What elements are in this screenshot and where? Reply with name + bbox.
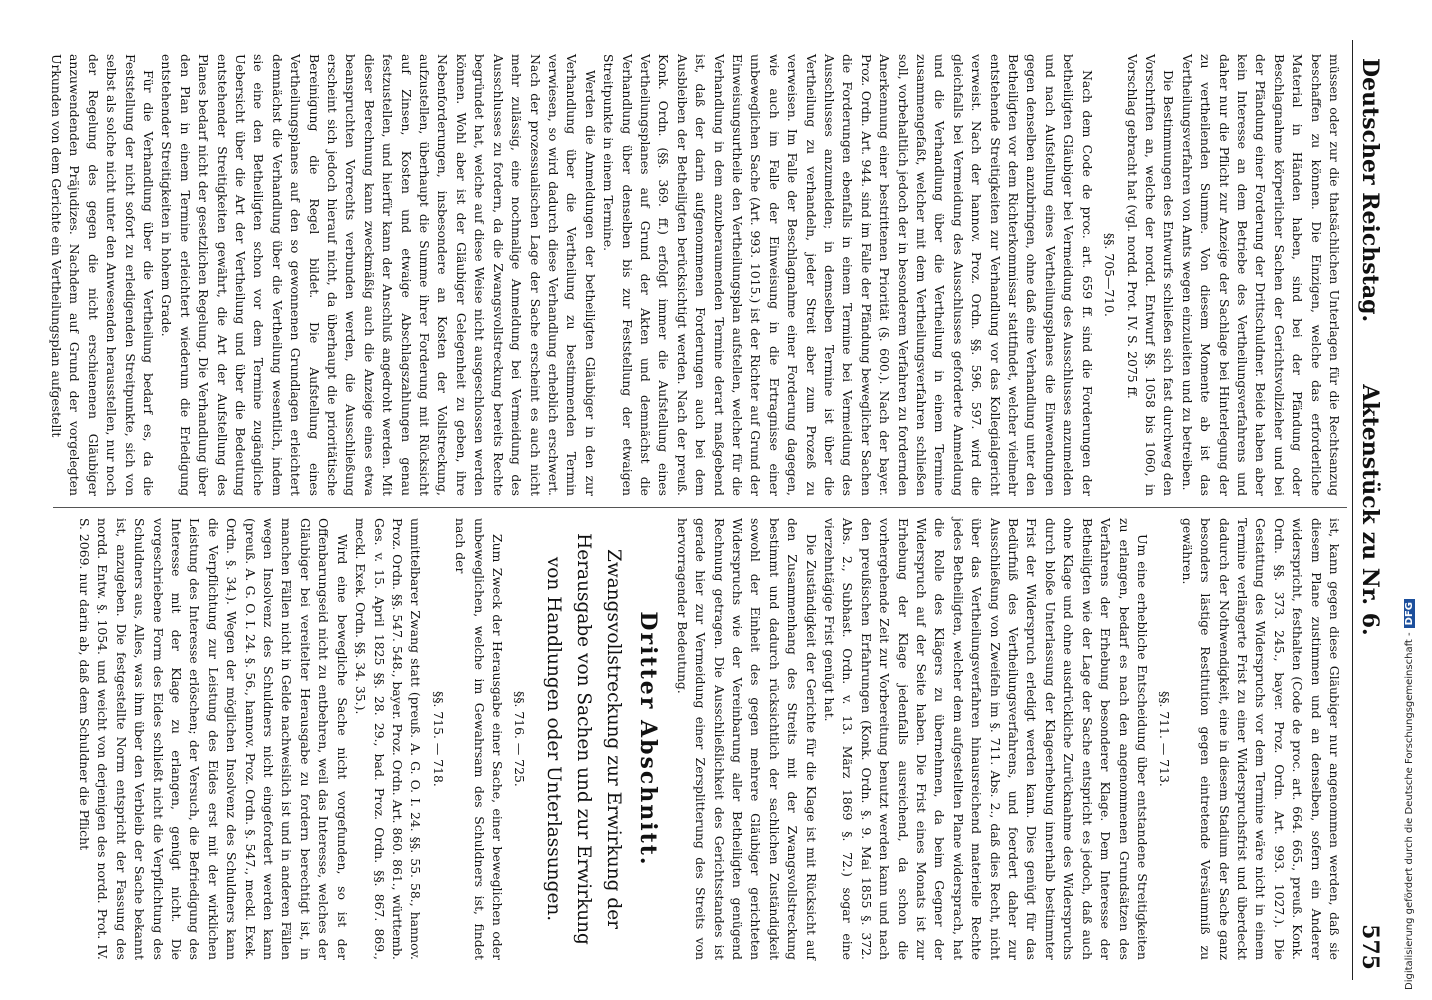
document-page	[47, 40, 1387, 980]
paragraph: Um eine erhebliche Entscheidung über entstandene Streitigkeiten zu erlangen, bedarf es nach den angenommenen Grundsätzen des Verfahrens der Erhebung besonderer Klage. Dem Interesse der Betheiligten wie der Lage der Sache entspricht es jedoch, daß auch ohne Klage und ohne ausdrückliche Zurücknahme des Widerspruchs durch bloße Unterlassung der Klageerhebung innerhalb bestimmter Frist der Widerspruch erledigt werden kann. Dies genügt für das Bedürfniß des Vertheilungsverfahrens, und foerdert daher zur Ausschließung von Zweifeln im §. 711. Abs. 2., daß dies Recht, nicht über das Vertheilungsverfahren hinausreichend materielle Rechte jedes Betheiligten, welcher dem aufgestellten Plane widersprach, hat die Rolle des Klägers zu übernehmen, da beim Gegner der Widerspruch auf der Seite haben. Die Frist eines Monats ist zur Erhebung der Klage jedenfalls ausreichend, da schon die vorhergehende Zeit zur Vorbereitung benutzt werden kann und nach den preußischen Erfahrungen (Konk. Ordn. §. 9. Mai 1855 §. 372. Abs. 2., Subhast. Ordn. v. 13. März 1869 §. 72.) sogar eine vierzehntägige Frist genügt hat.	[822, 518, 1150, 960]
dfg-credit-text: Digitalisierung gefördert durch die Deutsche Forschungsgemeinschaft -	[1404, 632, 1415, 990]
section-reference: §§. 715. — 718.	[430, 691, 446, 787]
page-number: 575	[1357, 924, 1383, 970]
section-reference: §§. 705—710.	[1102, 233, 1118, 317]
section-title: Zwangsvollstreckung zur Erwirkung der Herausgabe von Sachen und zur Erwirkung von Handlungen oder Unterlassungen.	[543, 533, 625, 945]
paragraph: Die Zuständigkeit der Gerichte für die Klage ist mit Rücksicht auf den Zusammenhang des Streits mit der Zwangsvollstreckung bestimmt und dadurch rücksichtlich der sachlichen Zuständigkeit sowohl der Einheit des gegen mehrere Gläubiger gerichteten Widerspruchs wie der Vereinbarung aller Betheiligten genügend Rechnung getragen. Die Ausschließlichkeit des Gerichtsstandes ist gerade hier zur Vermeidung einer Zersplitterung des Streits von hervorragender Bedeutung.	[674, 518, 819, 960]
paragraph: Wird eine bewegliche Sache nicht vorgefunden, so ist der Offenbarungseid nicht zu entbehren, weil das Interesse, welches der Gläubiger bei vereitelter Herausgabe zu fordern berechtigt ist, in manchen Fällen nicht in Gelde nachweislich ist und in anderen Fällen wegen Insolvenz des Schuldners nicht eingefordert werden kann (preuß. A. G. O. I. 24. §. 56., hannov. Proz. Ordn. §. 547., meckl. Exek. Ordn. §. 34.). Wegen der möglichen Insolvenz des Schuldners kann die Verpflichtung zur Leistung des Eides erst mit der wirklichen Leistung des Interesse erlöschen; der Versuch, die Befriedigung des Interesse mit der Klage zu erlangen, genügt nicht. Die vorgeschriebene Form des Eides schließt nicht die Verpflichtung des Schuldners aus, Alles, was ihm über den Verbleib der Sache bekannt ist, anzugeben. Die festgestellte Norm entspricht der Fassung des nordd. Entw. §. 1054. und weicht von derjenigen des nordd. Prot. IV. S. 2069. nur darin ab, daß dem Schuldner die Pflicht	[77, 518, 350, 960]
page-header	[1352, 40, 1387, 980]
paragraph: ist, kann gegen diese Gläubiger nur angenommen werden, daß sie diesem Plane zustimmen und an denselben, sofern ein Anderer widerspricht, festhalten (Code de proc. art. 664. 665., preuß. Konk. Ordn. §§. 373. 245., bayer. Proz. Ordn. Art. 993. 1027.). Die Gestattung des Widerspruchs vor dem Termine wäre nicht in einem Termine verlängerte Frist zu einer Widerspruchsfrist und überdeckt dadurch der Nothwendigkeit, eine in diesem Stadium der Sache ganz besonders lästige Restitution gegen eintretende Versäumniß zu gewähren.	[1179, 518, 1342, 960]
header-document-ref: Aktenstück zu Nr. 6.	[1357, 384, 1383, 636]
dfg-credit-line	[1404, 599, 1415, 990]
paragraph: Werden die Anmeldungen der betheiligten Gläubiger in den zur Verhandlung über die Vertheilung zu bestimmenden Termin verwiesen, so wird dadurch diese Verhandlung erheblich erschwert. Nach der prozessualischen Lage der Sache erscheint es auch nicht mehr zulässig, eine nochmalige Anmeldung bei Vermeidung des Ausschlusses zu fordern, da die Zwangsvollstreckung bereits Rechte begründet hat, welche auf diese Weise nicht ausgeschlossen werden können. Wohl aber ist der Gläubiger Gelegenheit zu geben, ihre Nebenforderungen, insbesondere an Kosten der Vollstreckung, aufzustellen, überhaupt die Summe ihrer Forderung mit Rücksicht auf Zinsen, Kosten und etwaige Abschlagszahlungen genau festzustellen, und hierfür kann der Anschluß angedroht werden. Mit dieser Berechnung kann zweckmäßig auch die Anzeige eines etwa beanspruchten Vorrechts verbunden werden, die Ausschließung erscheint sich jedoch hierauf nicht, da überhaupt die prioritätische Bereinigung die Regel bildet. Die Aufstellung eines Vertheilungsplanes auf den so gewonnenen Grundlagen erleichtert demnächst die Verhandlung über die Vertheilung wesentlich, indem sie eine den Betheiligten schon vor dem Termine zugängliche Uebersicht über die Art der Vertheilung und über die Bedeutung entstehender Streitigkeiten gewährt, die Art der Aufstellung des Planes bedarf nicht der gesetzlichen Regelung. Die Verhandlung über den Plan in einem Termine erleichtert wiederum die Erledigung entstehender Streitigkeiten in hohem Grade.	[159, 54, 598, 496]
paragraph: Nach dem Code de proc. art. 659 ff. sind die Forderungen der betheiligten Gläubiger bei Vermeidung des Ausschlusses anzumelden und nach Aufstellung eines Vertheilungsplanes die Einwendungen gegen denselben anzubringen, ohne daß eine Verhandlung unter den Betheiligten vor dem Richterkommissar stattfindet, welcher vielmehr entstehende Streitigkeiten zur Verhandlung vor das Kollegialgericht verweist. Nach der hannov. Proz. Ordn. §§. 596. 597. wird die gleichfalls bei Vermeidung des Ausschlusses geforderte Anmeldung und die Verhandlung über die Vertheilung in einem Termine zusammengefaßt, welcher mit dem Vertheilungsverfahren schließen soll, vorbehaltlich jedoch der in besonderem Verfahren zu fordernden Anerkennung einer bestrittenen Priorität (§. 600.). Nach der bayer. Proz. Ordn. Art. 944. sind im Falle der Pfändung beweglicher Sachen die Forderungen ebenfalls in einem Termine bei Vermeidung des Ausschlusses anzumelden; in demselben Termine ist über die Vertheilung zu verhandeln, jeder Streit aber zum Prozeß zu verweisen. Im Falle der Beschlagnahme einer Forderung dagegen, wie auch im Falle der Einweisung in die Ertragnisse einer unbeweglichen Sache (Art. 993. 1015.) ist der Richter auf Grund der Einweisungsurtheile den Vertheilungsplan aufstellen, welcher für die Verhandlung in dem anzuberaumenden Termine derart maßgebend ist, daß der darin aufgenommenen Forderungen auch bei dem Ausbleiben der Betheiligten berücksichtigt werden. Nach der preuß. Konk. Ordn. (§§. 369. ff.) erfolgt immer die Aufstellung eines Vertheilungsplanes auf Grund der Akten und demnächst die Verhandlung über denselben bis zur Feststellung der etwaigen Streitpunkte in einem Termine.	[601, 54, 1095, 496]
header-publication: Deutscher Reichstag.	[1357, 58, 1383, 323]
dfg-logo: DFG	[1404, 599, 1415, 628]
right-text-column	[53, 518, 1343, 960]
column-divider	[53, 507, 1347, 508]
paragraph: unmittelbarer Zwang statt (preuß. A. G. O. I. 24. §§. 55. 58., hannov. Proz. Ordn. §§. 547. 548., bayer. Proz. Ordn. Art. 860. 861., württemb. Ges. v. 15. April 1825 §§. 28. 29., bad. Proz. Ordn. §§. 867. 869., meckl. Exek. Ordn. §§. 34. 35.).	[353, 518, 424, 960]
paragraph: Für die Verhandlung über die Vertheilung bedarf es, da die Feststellung der nicht sofort zu erledigenden Streitpunkte, sich von selbst als solche nicht unter den Anwesenden herausstellen, nur noch der Regelung des gegen die nicht erschienenen Gläubiger anzuwendenden Präjudizes. Nachdem auf Grund der vorgelegten Urkunden von dem Gerichte ein Vertheilungsplan aufgestellt	[48, 54, 156, 496]
section-reference: §§. 716. — 725.	[512, 691, 528, 787]
paragraph: Zum Zweck der Herausgabe einer Sache, einer beweglichen oder unbeweglichen, welche im Gewahrsam des Schuldners ist, findet nach der	[453, 518, 505, 960]
section-heading: Dritter Abschnitt.	[635, 611, 662, 867]
section-reference: §§. 711. — 713.	[1157, 691, 1173, 787]
left-text-column	[48, 54, 1343, 496]
paragraph: Die Bestimmungen des Entwurfs schließen sich fast durchweg den Vorschriften an, welche der nordd. Entwurf §§. 1058 bis 1060, in Vorschlag gebracht hat (vgl. nordd. Prot. IV. S. 2075 ff.	[1124, 54, 1177, 496]
paragraph: müssen oder zur die thatsächlichen Unterlagen für die Rechtsanzug beschaffen zu können. Die Einzigen, welche das erforderliche Material in Händen haben, sind bei der Pfändung oder Beschlagnahme körperlicher Sachen der Gerichtsvollzieher und bei der Pfändung einer Forderung der Drittschuldner. Beide haben aber kein Interesse an dem Betriebe des Vertheilungsverfahrens und daher nur die Pflicht zur Anzeige der Sachlage bei Hinterlegung der zu vertheilenden Summe. Von diesem Momente ab ist das Vertheilungsverfahren von Amts wegen einzuleiten und zu betreiben.	[1179, 54, 1342, 496]
